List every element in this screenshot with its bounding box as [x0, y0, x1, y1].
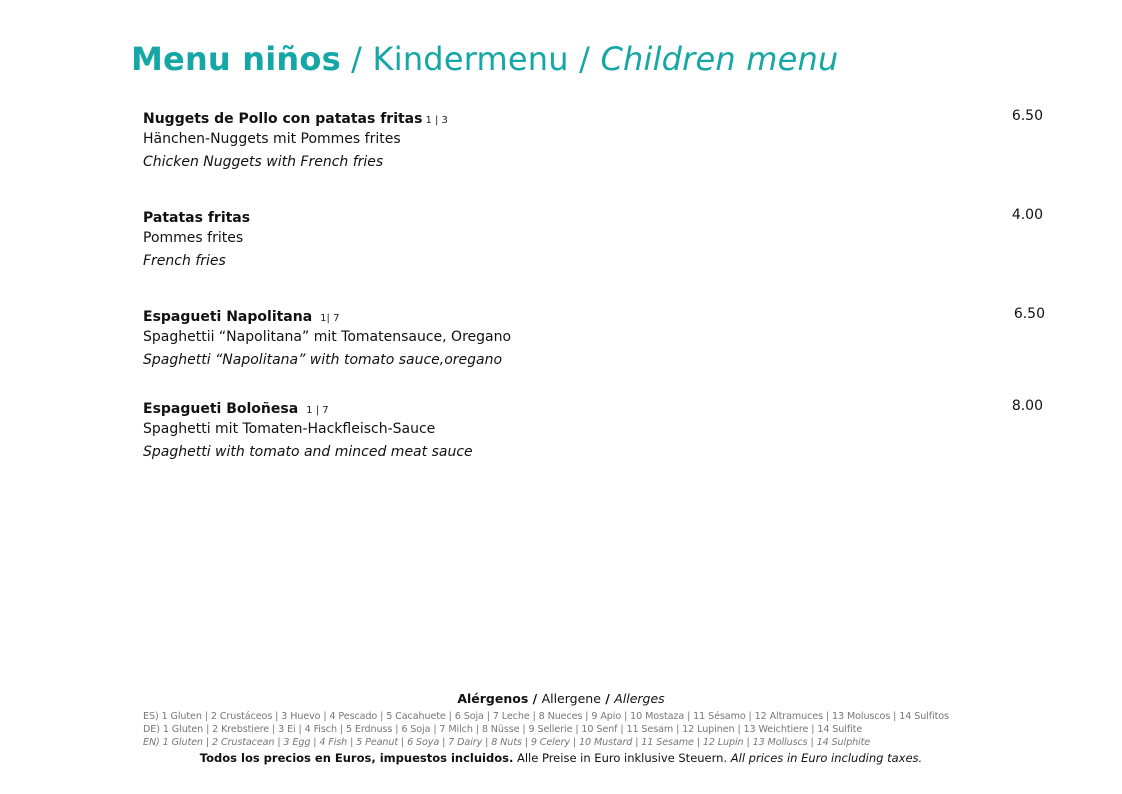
allergens-heading	[0, 691, 1122, 706]
allergens-line-de: DE) 1 Gluten | 2 Krebstiere | 3 Ei | 4 Fisch | 5 Erdnuss | 6 Soja | 7 Milch | 8 Nüsse | 9 Sellerie | 10 Senf | 11 Sesam | 12 Lupinen | 13 Weichtiere | 14 Sulfite	[143, 724, 863, 735]
prices-note-en: All prices in Euro including taxes.	[730, 751, 923, 765]
menu-item-name-de: Pommes frites	[143, 230, 244, 246]
menu-item-name-en: Spaghetti “Napolitana” with tomato sauce,oregano	[143, 352, 503, 368]
menu-item-name-en: French fries	[143, 253, 226, 269]
title-en: Children menu	[600, 40, 839, 78]
prices-note-de: Alle Preise in Euro inklusive Steuern.	[513, 751, 731, 765]
prices-note	[0, 751, 1122, 765]
menu-item-header	[143, 108, 1043, 131]
menu-item-allergens: 1 | 3	[425, 115, 448, 126]
menu-item-header	[143, 398, 1043, 421]
menu-item-name-es: Patatas fritas	[143, 210, 251, 226]
title-separator: /	[568, 40, 601, 78]
prices-note-es: Todos los precios en Euros, impuestos incluidos.	[199, 751, 514, 765]
allergens-line-es: ES) 1 Gluten | 2 Crustáceos | 3 Huevo | 4 Pescado | 5 Cacahuete | 6 Soja | 7 Leche | 8 Nueces | 9 Apio | 10 Mostaza | 11 Sésamo | 12 Altramuces | 13 Moluscos | 14 Sulfitos	[143, 711, 949, 722]
allergens-title-es: Alérgenos	[457, 691, 529, 706]
menu-item-allergens: 1| 7	[320, 313, 340, 324]
menu-item-name-en: Spaghetti with tomato and minced meat sauce	[143, 444, 473, 460]
menu-item	[143, 207, 1043, 276]
allergens-slash: /	[600, 691, 615, 706]
menu-item-name-de: Spaghettii “Napolitana” mit Tomatensauce, Oregano	[143, 329, 512, 345]
menu-item-price: 4.00	[1011, 207, 1043, 223]
allergens-title-en: Allerges	[614, 691, 665, 706]
menu-item-header	[143, 207, 1043, 230]
menu-item-name-en: Chicken Nuggets with French fries	[143, 154, 384, 170]
menu-item-price: 6.50	[1011, 108, 1043, 124]
menu-item-allergens: 1 | 7	[306, 405, 329, 416]
allergens-title-de: Allergene	[541, 691, 601, 706]
menu-item-name-de: Spaghetti mit Tomaten-Hackfleisch-Sauce	[143, 421, 436, 437]
allergens-slash: /	[528, 691, 542, 706]
menu-item-name-es: Espagueti Napolitana	[143, 309, 313, 325]
title-de: Kindermenu	[372, 40, 569, 78]
menu-item	[143, 108, 1043, 177]
title-separator: /	[340, 40, 373, 78]
allergens-line-en: EN) 1 Gluten | 2 Crustacean | 3 Egg | 4 Fish | 5 Peanut | 6 Soya | 7 Dairy | 8 Nuts | 9 Celery | 10 Mustard | 11 Sesame | 12 Lupin | 13 Molluscs | 14 Sulphite	[143, 737, 871, 748]
menu-item	[143, 306, 1043, 375]
menu-item-name-de: Hänchen-Nuggets mit Pommes frites	[143, 131, 401, 147]
title-es: Menu niños	[131, 40, 341, 78]
menu-item-name-es: Espagueti Boloñesa	[143, 401, 299, 417]
menu-item-price: 8.00	[1011, 398, 1043, 414]
page-title	[131, 40, 839, 78]
menu-item-name-es: Nuggets de Pollo con patatas fritas	[143, 111, 423, 127]
menu-item-price: 6.50	[1013, 306, 1045, 322]
menu-item-header	[143, 306, 1043, 329]
menu-item	[143, 398, 1043, 467]
